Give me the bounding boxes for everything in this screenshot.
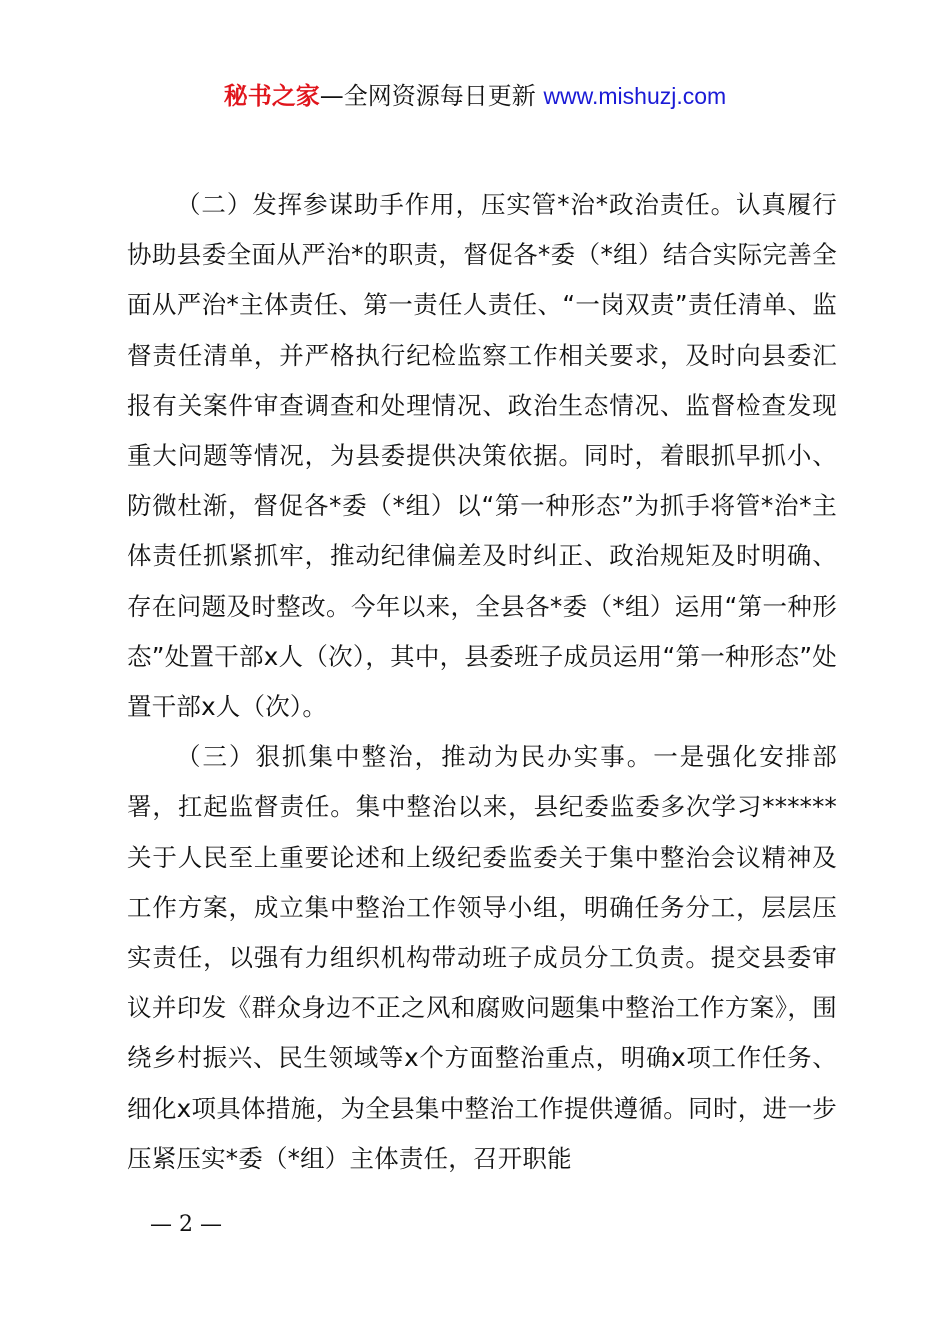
paragraph-section-3: （三）狠抓集中整治，推动为民办实事。一是强化安排部署，扛起监督责任。集中整治以来，县纪委监委多次学习******关于人民至上重要论述和上级纪委监委关于集中整治会议精神及工作方案，成立集中整治工作领导小组，明确任务分工，层层压实责任，以强有力组织机构带动班子成员分工负责。提交县委审议并印发《群众身边不正之风和腐败问题集中整治工作方案》，围绕乡村振兴、民生领域等x个方面整治重点，明确x项工作任务、细化x项具体措施，为全县集中整治工作提供遵循。同时，进一步压紧压实*委（*组）主体责任，召开职能: [127, 742, 837, 1173]
brand-name: 秘书之家: [223, 82, 320, 110]
page-number: — 2 —: [150, 1212, 222, 1237]
header-tagline: —全网资源每日更新: [319, 82, 544, 110]
document-body: [127, 180, 837, 1184]
site-url-link[interactable]: www.mishuzj.com: [543, 83, 727, 109]
paragraph-section-2: （二）发挥参谋助手作用，压实管*治*政治责任。认真履行协助县委全面从严治*的职责，督促各*委（*组）结合实际完善全面从严治*主体责任、第一责任人责任、“一岗双责”责任清单、监督责任清单，并严格执行纪检监察工作相关要求，及时向县委汇报有关案件审查调查和处理情况、政治生态情况、监督检查发现重大问题等情况，为县委提供决策依据。同时，着眼抓早抓小、防微杜渐，督促各*委（*组）以“第一种形态”为抓手将管*治*主体责任抓紧抓牢，推动纪律偏差及时纠正、政治规矩及时明确、存在问题及时整改。今年以来，全县各*委（*组）运用“第一种形态”处置干部x人（次），其中，县委班子成员运用“第一种形态”处置干部x人（次）。: [127, 190, 837, 722]
site-header: [0, 80, 950, 112]
